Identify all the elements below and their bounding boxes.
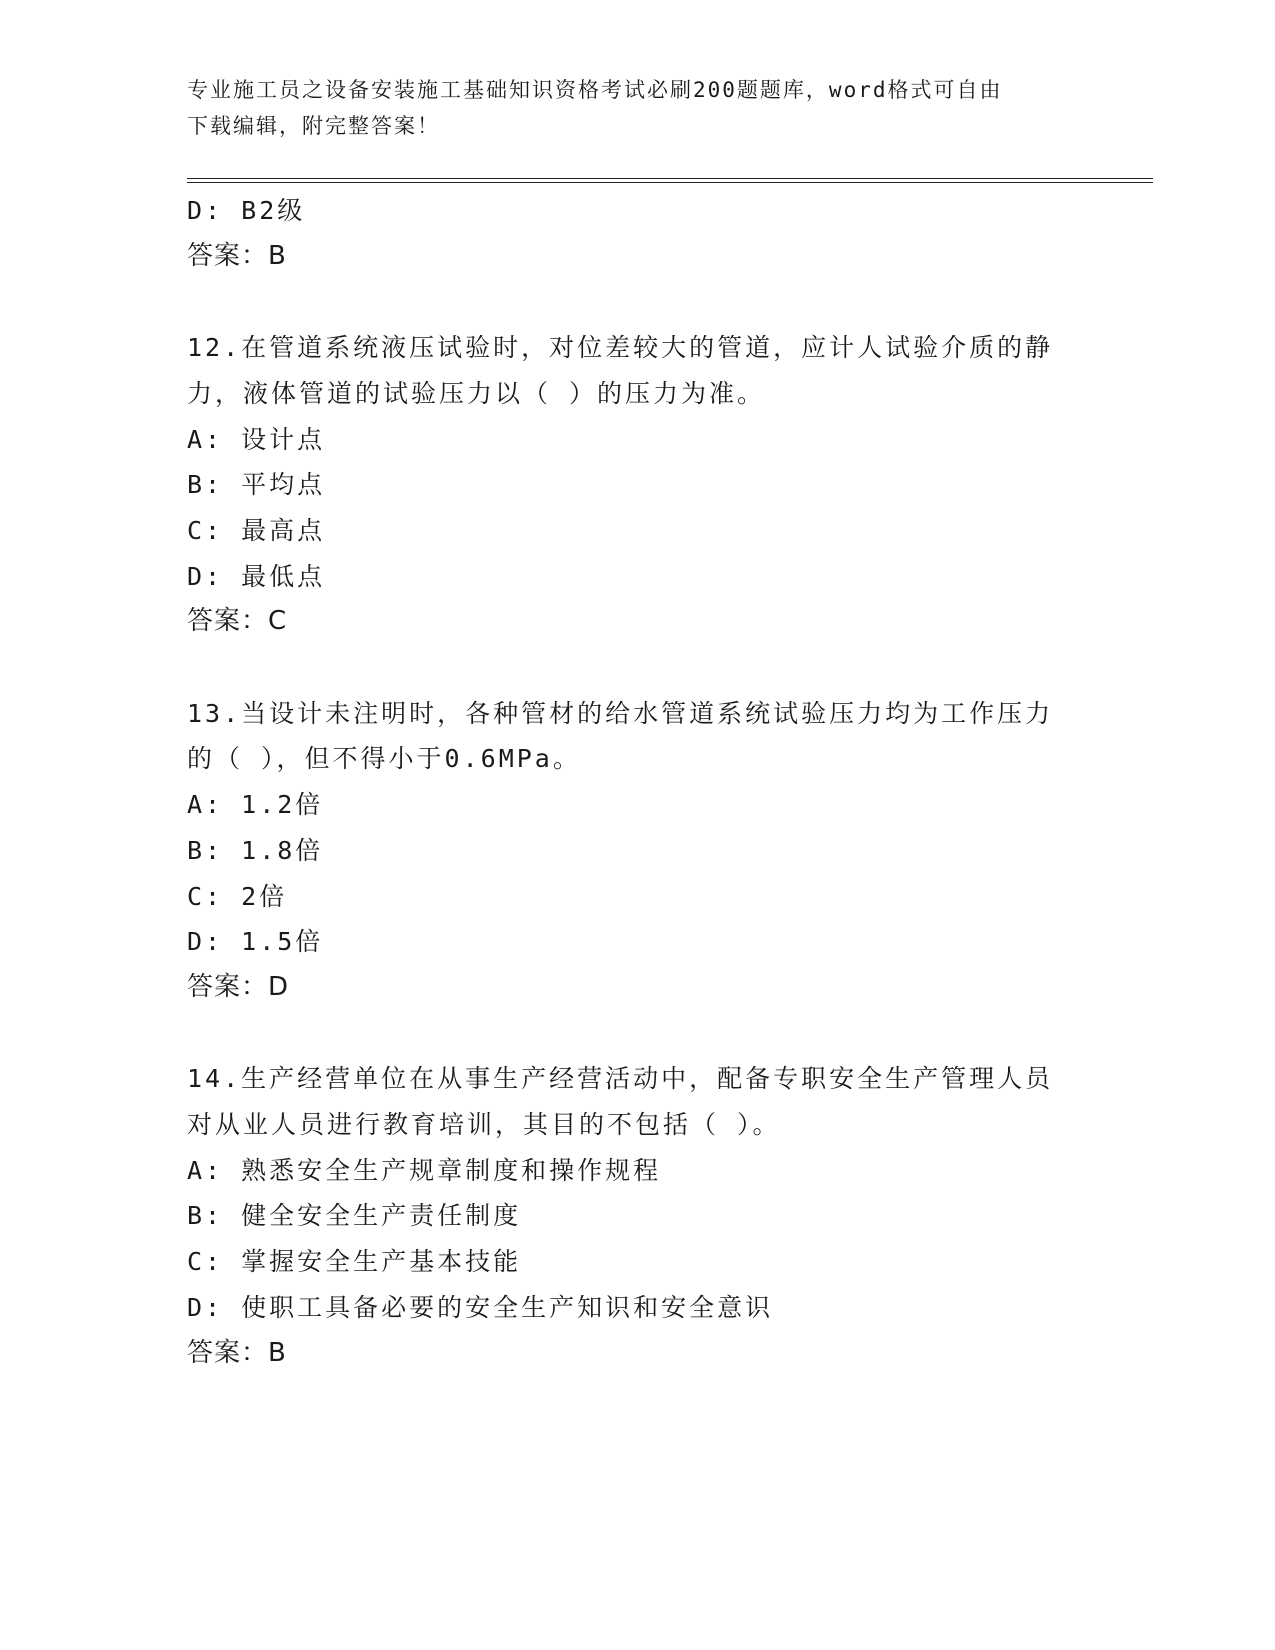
option-c: C: 最高点 xyxy=(187,515,326,545)
question-stem: 对从业人员进行教育培训，其目的不包括（ ）。 xyxy=(187,1110,781,1140)
document-header xyxy=(187,72,1087,144)
option-d: D: 使职工具备必要的安全生产知识和安全意识 xyxy=(187,1292,774,1322)
question-fragment xyxy=(187,188,1087,279)
question-stem: 力，液体管道的试验压力以（ ）的压力为准。 xyxy=(187,378,766,408)
option-c: C: 掌握安全生产基本技能 xyxy=(187,1247,522,1277)
question-12 xyxy=(187,325,1087,645)
spacer xyxy=(187,645,1087,691)
option-b: B: 健全安全生产责任制度 xyxy=(187,1201,522,1231)
option-d: D: B2级 xyxy=(187,196,306,225)
question-stem: 12.在管道系统液压试验时，对位差较大的管道，应计人试验介质的静 xyxy=(187,333,1054,363)
question-stem: 14.生产经营单位在从事生产经营活动中，配备专职安全生产管理人员 xyxy=(187,1064,1054,1094)
question-stem: 的（ ），但不得小于0.6MPa。 xyxy=(187,744,581,774)
option-c: C: 2倍 xyxy=(187,881,288,911)
answer-line: 答案：B xyxy=(187,1337,287,1368)
answer-line: 答案：C xyxy=(187,606,288,637)
option-d: D: 最低点 xyxy=(187,561,326,591)
spacer xyxy=(187,1011,1087,1057)
option-b: B: 1.8倍 xyxy=(187,835,324,865)
question-13 xyxy=(187,691,1087,1011)
answer-line: 答案：D xyxy=(187,971,290,1002)
question-content xyxy=(187,188,1087,1376)
option-a: A: 设计点 xyxy=(187,424,326,454)
header-divider-bottom xyxy=(187,182,1153,183)
header-divider-top xyxy=(187,178,1153,179)
option-b: B: 平均点 xyxy=(187,470,326,500)
header-line-2: 下载编辑，附完整答案！ xyxy=(187,114,440,138)
question-stem: 13.当设计未注明时，各种管材的给水管道系统试验压力均为工作压力 xyxy=(187,698,1054,728)
answer-line: 答案：B xyxy=(187,240,287,271)
question-14 xyxy=(187,1056,1087,1376)
option-a: A: 熟悉安全生产规章制度和操作规程 xyxy=(187,1155,662,1185)
option-d: D: 1.5倍 xyxy=(187,927,324,957)
spacer xyxy=(187,279,1087,325)
option-a: A: 1.2倍 xyxy=(187,790,324,820)
header-line-1: 专业施工员之设备安装施工基础知识资格考试必刷200题题库，word格式可自由 xyxy=(187,78,1003,102)
